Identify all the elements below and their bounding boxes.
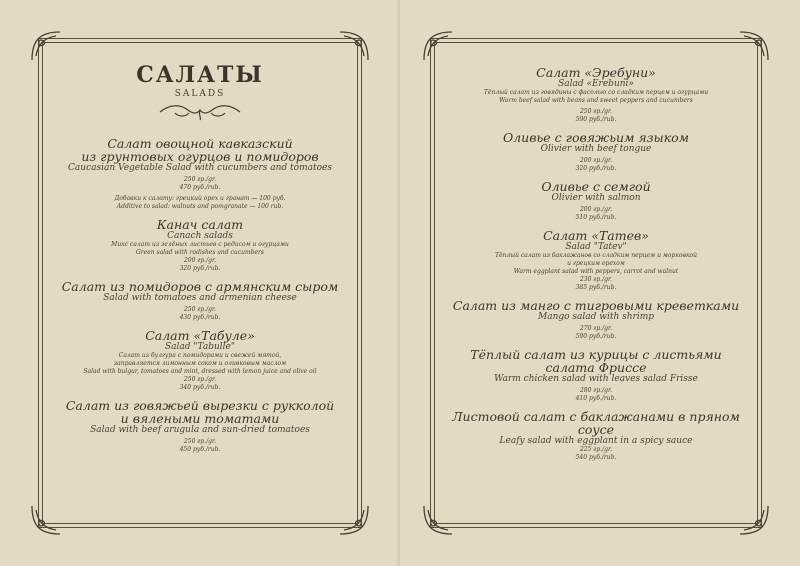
- item-title: Салат «Табуле»: [145, 328, 255, 343]
- corner-ornament-icon: [338, 30, 370, 62]
- item-weight: 230 гр./gr.: [579, 276, 613, 283]
- menu-item: [440, 299, 752, 341]
- item-price: 320 руб./rub.: [179, 265, 221, 272]
- item-weight: 225 гр./gr.: [579, 446, 613, 453]
- item-description: Тёплый салат из баклажанов со сладким перцем и морковкой: [494, 252, 698, 259]
- item-weight: 250 гр./gr.: [183, 438, 217, 445]
- menu-item: [48, 137, 352, 211]
- item-weight: 270 гр./gr.: [579, 325, 613, 332]
- item-weight: 280 гр./gr.: [579, 387, 613, 394]
- item-price: 590 руб./rub.: [575, 116, 617, 123]
- item-subtitle: Salad with beef arugula and sun-dried tomatoes: [90, 425, 310, 435]
- item-description: Green salad with radishes and cucumbers: [135, 249, 265, 256]
- item-subtitle: Leafy salad with eggplant in a spicy sauce: [499, 436, 693, 446]
- left-menu-content: [48, 62, 352, 461]
- item-subtitle: Salad "Tabulle": [165, 342, 235, 352]
- item-subtitle: Mango salad with shrimp: [537, 312, 654, 322]
- item-weight: 200 гр./gr.: [579, 206, 613, 213]
- menu-item: [48, 218, 352, 273]
- item-title: Тёплый салат из курицы с листьями: [470, 347, 722, 362]
- item-subtitle: Olivier with beef tongue: [540, 144, 652, 154]
- item-title: Салат «Татев»: [543, 228, 649, 243]
- item-description: Тёплый салат из говядины с фасолью со сладким перцем и огурцами: [483, 89, 709, 96]
- item-extra: Добавки к салату: грецкий орех и гранат — 100 руб.: [114, 195, 286, 202]
- item-weight: 200 гр./gr.: [183, 257, 217, 264]
- item-description: Салат из булгура с помидорами и свежей мятой,: [118, 352, 282, 359]
- menu-item: [440, 131, 752, 173]
- section-heading-ru: САЛАТЫ: [136, 62, 264, 88]
- item-title: Салат «Эребуни»: [536, 65, 656, 80]
- item-price: 450 руб./rub.: [179, 446, 221, 453]
- menu-item: [48, 399, 352, 454]
- item-title: Салат из говяжьей вырезки с рукколой: [65, 398, 335, 413]
- corner-ornament-icon: [30, 30, 62, 62]
- item-title: Салат овощной кавказский: [107, 136, 293, 151]
- item-weight: 250 гр./gr.: [183, 376, 217, 383]
- item-title: из грунтовых огурцов и помидоров: [81, 149, 319, 164]
- corner-ornament-icon: [422, 504, 454, 536]
- corner-ornament-icon: [738, 30, 770, 62]
- item-extra: Additive to salad: walnuts and pomgranate — 100 rub.: [116, 203, 284, 210]
- item-description: заправляется лимонным соком и оливковым маслом: [113, 360, 287, 367]
- corner-ornament-icon: [422, 30, 454, 62]
- item-title: Оливье с говяжьим языком: [502, 130, 690, 145]
- item-price: 430 руб./rub.: [179, 314, 221, 321]
- item-title: Оливье с семгой: [541, 179, 651, 194]
- item-subtitle: Salad with tomatoes and armenian cheese: [103, 293, 297, 303]
- item-subtitle: Salad «Erebuni»: [558, 79, 634, 89]
- item-title: Салат из помидоров с армянским сыром: [61, 279, 339, 294]
- item-subtitle: Canach salads: [167, 231, 233, 241]
- item-price: 470 руб./rub.: [179, 184, 221, 191]
- menu-item: [48, 329, 352, 392]
- item-subtitle: Olivier with salmon: [551, 193, 641, 203]
- menu-item: [440, 348, 752, 403]
- menu-item: [440, 229, 752, 292]
- item-price: 510 руб./rub.: [575, 214, 617, 221]
- item-description: Salad with bulgur, tomatoes and mint, dressed with lemon juice and olive oil: [83, 368, 317, 375]
- item-price: 410 руб./rub.: [575, 395, 617, 402]
- item-price: 590 руб./rub.: [575, 333, 617, 340]
- item-price: 340 руб./rub.: [179, 384, 221, 391]
- corner-ornament-icon: [738, 504, 770, 536]
- item-price: 385 руб./rub.: [575, 284, 617, 291]
- menu-item: [440, 66, 752, 124]
- corner-ornament-icon: [338, 504, 370, 536]
- menu-item: [48, 280, 352, 322]
- item-weight: 250 гр./gr.: [183, 306, 217, 313]
- item-description: Warm beef salad with beans and sweet peppers and cucumbers: [499, 97, 693, 104]
- item-weight: 250 гр./gr.: [183, 176, 217, 183]
- section-heading-en: SALADS: [174, 89, 226, 99]
- right-page: [400, 0, 800, 566]
- menu-item: [440, 410, 752, 462]
- item-weight: 200 гр./gr.: [579, 157, 613, 164]
- item-title: и вялеными томатами: [120, 411, 280, 426]
- menu-item: [440, 180, 752, 222]
- item-description: и грецким орехом: [567, 260, 625, 267]
- item-title: Канач салат: [156, 217, 244, 232]
- item-weight: 250 гр./gr.: [579, 108, 613, 115]
- item-price: 540 руб./rub.: [575, 454, 617, 461]
- flourish-divider-icon: [155, 101, 245, 123]
- item-subtitle: Caucasian Vegetable Salad with cucumbers and tomatoes: [68, 163, 332, 173]
- item-description: Warm eggplant salad with peppers, carrot and walnut: [513, 268, 679, 275]
- item-title: салата Фриссе: [545, 360, 647, 375]
- item-description: Микс салат из зелёных листьев с редисом и огурцами: [111, 241, 289, 248]
- right-menu-content: [440, 66, 752, 469]
- item-price: 320 руб./rub.: [575, 165, 617, 172]
- corner-ornament-icon: [30, 504, 62, 536]
- item-subtitle: Salad "Tatev": [565, 242, 627, 252]
- item-subtitle: Warm chicken salad with leaves salad Frisse: [494, 374, 698, 384]
- item-title: Салат из манго с тигровыми креветками: [452, 298, 740, 313]
- item-title: Листовой салат с баклажанами в пряном соусе: [452, 409, 740, 437]
